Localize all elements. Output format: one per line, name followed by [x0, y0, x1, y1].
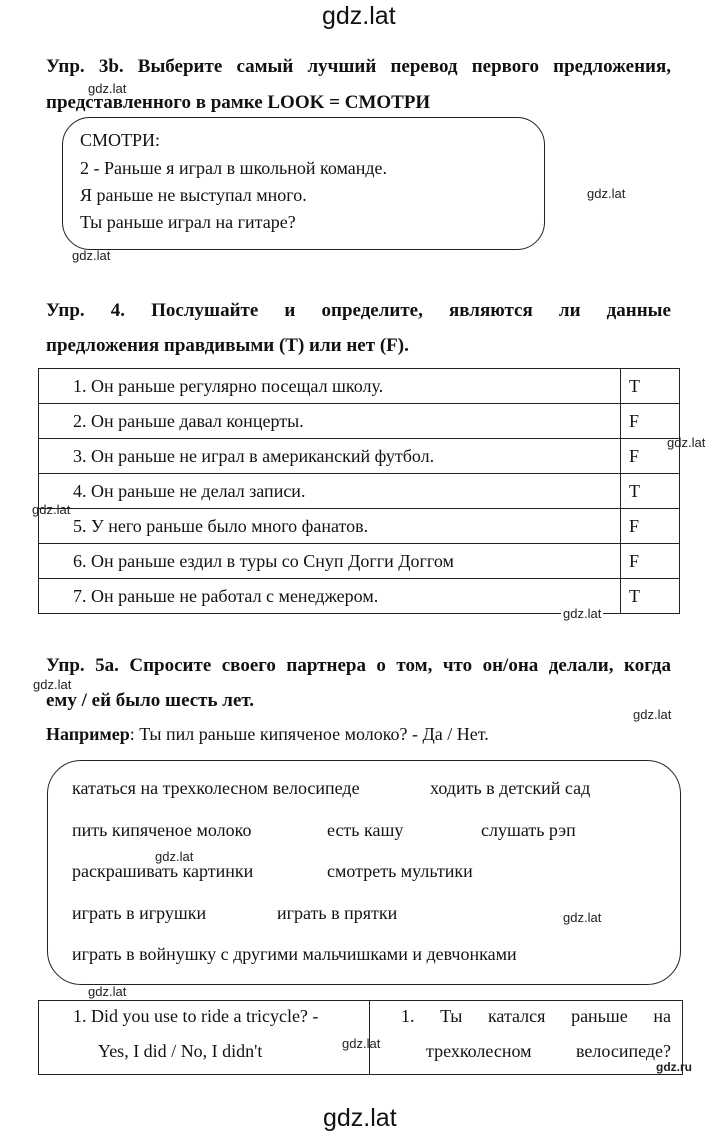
watermark: gdz.lat	[633, 707, 672, 722]
heading-word: Упр.	[46, 300, 85, 321]
answer-word: катался	[487, 1006, 546, 1026]
example-label: Например	[46, 724, 130, 744]
answer-english-line1: 1. Did you use to ride a tricycle? -	[73, 1006, 319, 1026]
answer-cell: T	[621, 579, 680, 614]
statement-cell: 4. Он раньше не делал записи.	[39, 474, 621, 509]
answer-russian-line1	[401, 1006, 671, 1027]
watermark: gdz.lat	[88, 984, 127, 999]
answer-cell: F	[621, 544, 680, 579]
phrase: играть в войнушку с другими мальчишками и девчонками	[72, 944, 517, 964]
answer-word: Ты	[440, 1006, 463, 1026]
answer-word: на	[653, 1006, 671, 1026]
statement-cell: 1. Он раньше регулярно посещал школу.	[39, 369, 621, 404]
statement-cell: 5. У него раньше было много фанатов.	[39, 509, 621, 544]
watermark: gdz.lat	[587, 186, 626, 201]
statement-cell: 6. Он раньше ездил в туры со Снуп Догги Доггом	[39, 544, 621, 579]
phrase: раскрашивать картинки	[72, 861, 254, 881]
watermark-bottom: gdz.lat	[323, 1104, 397, 1132]
watermark: gdz.lat	[667, 435, 706, 450]
true-false-table	[38, 368, 680, 614]
answer-cell: F	[621, 509, 680, 544]
table-row	[39, 544, 680, 579]
look-box-line: 2 - Раньше я играл в школьной команде.	[80, 158, 388, 178]
answer-cell: F	[621, 404, 680, 439]
answer-word: трехколесном	[426, 1041, 532, 1061]
table-row	[39, 439, 680, 474]
answer-word: раньше	[571, 1006, 628, 1026]
watermark: gdz.lat	[342, 1036, 381, 1051]
ex3b-heading-line2: представленного в рамке LOOK = СМОТРИ	[46, 92, 431, 113]
watermark: gdz.lat	[32, 502, 71, 517]
phrase: ходить в детский сад	[430, 778, 591, 798]
answer-word: 1.	[401, 1006, 415, 1026]
watermark-corner: gdz.ru	[656, 1060, 692, 1074]
phrase: есть кашу	[327, 820, 404, 840]
heading-word: являются	[449, 300, 533, 321]
example-text: : Ты пил раньше кипяченое молоко? - Да / Нет.	[129, 724, 489, 744]
watermark: gdz.lat	[563, 606, 602, 621]
table-row	[39, 404, 680, 439]
statement-cell: 2. Он раньше давал концерты.	[39, 404, 621, 439]
ex4-heading-line1	[46, 300, 671, 322]
answer-word: велосипеде?	[576, 1041, 671, 1061]
ex3b-heading-line1: Упр. 3b. Выберите самый лучший перевод первого предложения,	[46, 56, 671, 77]
table-row	[39, 509, 680, 544]
watermark: gdz.lat	[88, 81, 127, 96]
watermark: gdz.lat	[155, 849, 194, 864]
ex5a-heading-line2: ему / ей было шесть лет.	[46, 690, 255, 711]
look-box-line: Ты раньше играл на гитаре?	[80, 212, 296, 232]
phrase: пить кипяченое молоко	[72, 820, 252, 840]
answer-cell: F	[621, 439, 680, 474]
phrase: слушать рэп	[481, 820, 576, 840]
look-box-line: Я раньше не выступал много.	[80, 185, 307, 205]
heading-word: 4.	[110, 300, 126, 321]
heading-word: определите,	[321, 300, 423, 321]
watermark: gdz.lat	[563, 910, 602, 925]
answer-cell: T	[621, 474, 680, 509]
heading-word: ли	[558, 300, 581, 321]
answer-cell: T	[621, 369, 680, 404]
table-row	[39, 474, 680, 509]
statement-cell: 7. Он раньше не работал с менеджером.	[39, 579, 621, 614]
phrase: играть в игрушки	[72, 903, 207, 923]
phrase: кататься на трехколесном велосипеде	[72, 778, 360, 798]
heading-word: данные	[606, 300, 671, 321]
phrase: играть в прятки	[277, 903, 398, 923]
watermark: gdz.lat	[72, 248, 111, 263]
heading-word: и	[284, 300, 296, 321]
look-box-title: СМОТРИ:	[80, 130, 161, 150]
table-row	[39, 369, 680, 404]
phrase: смотреть мультики	[327, 861, 473, 881]
example-line	[46, 724, 489, 745]
answer-russian-line2	[426, 1041, 671, 1062]
ex5a-heading-line1: Упр. 5a. Спросите своего партнера о том, что он/она делали, когда	[46, 655, 671, 676]
ex4-heading-line2: предложения правдивыми (T) или нет (F).	[46, 335, 409, 356]
heading-word: Послушайте	[151, 300, 259, 321]
answer-english-line2: Yes, I did / No, I didn't	[98, 1041, 263, 1061]
statement-cell: 3. Он раньше не играл в американский футбол.	[39, 439, 621, 474]
watermark: gdz.lat	[33, 677, 72, 692]
watermark-top: gdz.lat	[322, 2, 396, 30]
